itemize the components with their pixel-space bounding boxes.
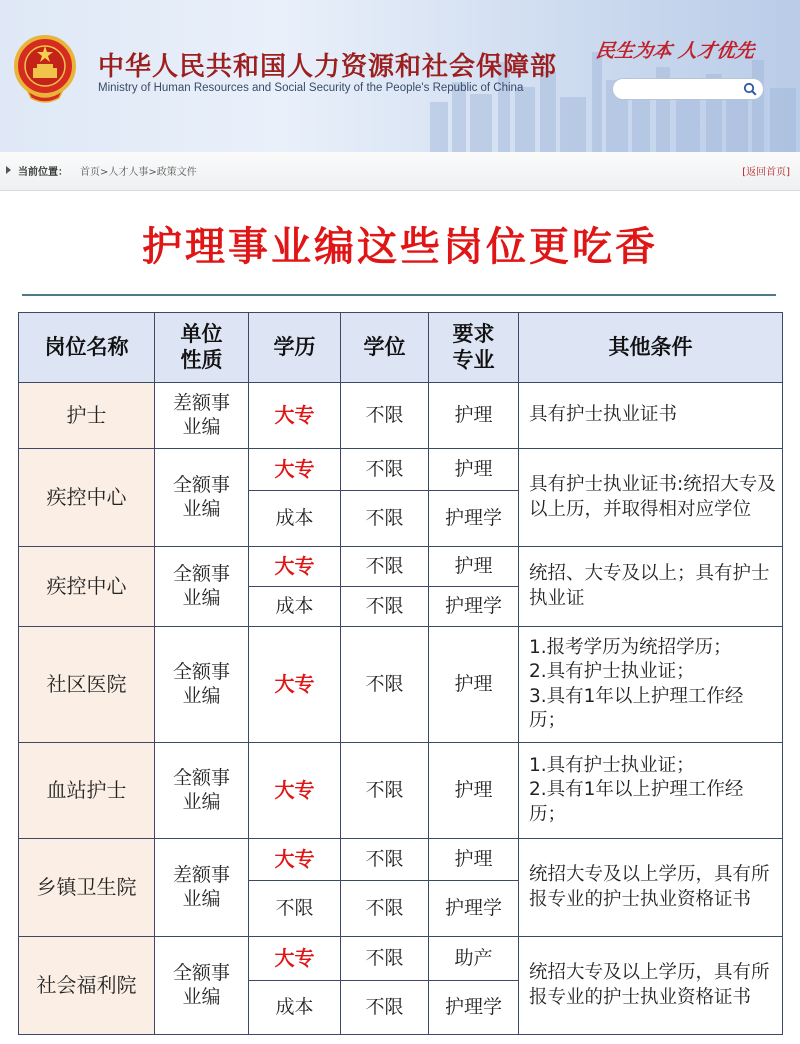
cell-degree: 不限 [341,839,429,881]
header-unit-nature: 单位 性质 [155,313,249,383]
table-row [19,449,783,491]
condition-line: 1.具有护士执业证； [529,754,695,776]
condition-line: 3.具有1年以上护理工作经历； [529,685,744,731]
header-other-conditions: 其他条件 [519,313,783,383]
cell-unit-nature: 差额事 业编 [155,839,249,937]
cell-other-conditions [519,547,783,627]
cell-position-name: 护士 [19,383,155,449]
page-title: 护理事业编这些岗位更吃香 [142,224,658,270]
table-row [19,383,783,449]
cell-degree: 不限 [341,383,429,449]
condition-line: 2.具有护士执业证； [529,661,695,683]
divider [22,294,776,296]
header-position-name: 岗位名称 [19,313,155,383]
cell-unit-nature: 全额事 业编 [155,743,249,839]
header-degree: 学位 [341,313,429,383]
table-row [19,743,783,839]
cell-position-name: 乡镇卫生院 [19,839,155,937]
cell-degree: 不限 [341,743,429,839]
cell-education: 大专 [249,449,341,491]
cell-major: 护理 [429,627,519,743]
cell-degree: 不限 [341,491,429,547]
cell-education: 大专 [249,547,341,587]
cell-education: 成本 [249,981,341,1035]
cell-other-conditions [519,449,783,547]
cell-position-name: 血站护士 [19,743,155,839]
table-row [19,547,783,587]
cell-degree: 不限 [341,449,429,491]
site-header [0,0,800,152]
cell-major: 护理 [429,383,519,449]
cell-unit-nature: 全额事 业编 [155,627,249,743]
breadcrumb-label: 当前位置： [18,167,68,178]
org-name-cn: 中华人民共和国人力资源和社会保障部 [98,52,558,82]
cell-education: 大专 [249,839,341,881]
cell-education: 大专 [249,627,341,743]
cell-position-name: 疾控中心 [19,547,155,627]
cell-education: 不限 [249,881,341,937]
cell-unit-nature: 全额事 业编 [155,547,249,627]
breadcrumb [0,152,800,191]
cell-degree: 不限 [341,881,429,937]
cell-unit-nature: 差额事 业编 [155,383,249,449]
cell-major: 护理 [429,547,519,587]
condition-line: 2.具有1年以上护理工作经历； [529,779,744,825]
cell-education: 大专 [249,743,341,839]
cell-education: 大专 [249,383,341,449]
cell-position-name: 社区医院 [19,627,155,743]
breadcrumb-path[interactable]: 首页>人才人事>政策文件 [80,167,197,178]
org-name-en: Ministry of Human Resources and Social Security of the People's Republic of China [98,82,524,94]
cell-major: 护理学 [429,881,519,937]
cell-education: 成本 [249,491,341,547]
positions-table [18,312,783,1035]
cell-degree: 不限 [341,627,429,743]
cell-major: 护理学 [429,491,519,547]
cell-education: 大专 [249,937,341,981]
cell-degree: 不限 [341,547,429,587]
cell-major: 护理 [429,449,519,491]
condition-line: 具有护士执业证书 [529,404,678,426]
cell-major: 护理 [429,743,519,839]
slogan: 民生为本 人才优先 [594,40,756,62]
cell-unit-nature: 全额事 业编 [155,449,249,547]
cell-other-conditions [519,937,783,1035]
condition-line: 统招大专及以上学历，具有所报专业的护士执业资格证书 [529,962,770,1008]
table-row [19,937,783,981]
search-icon[interactable] [743,82,757,96]
cell-major: 护理学 [429,981,519,1035]
cell-other-conditions [519,627,783,743]
table-row [19,627,783,743]
cell-position-name: 疾控中心 [19,449,155,547]
search-input[interactable] [612,78,764,100]
cell-education: 成本 [249,587,341,627]
condition-line: 统招、大专及以上；具有护士执业证 [529,563,770,609]
cell-other-conditions [519,383,783,449]
cell-degree: 不限 [341,937,429,981]
cell-other-conditions [519,839,783,937]
header-major: 要求 专业 [429,313,519,383]
cell-degree: 不限 [341,981,429,1035]
condition-line: 统招大专及以上学历，具有所报专业的护士执业资格证书 [529,864,770,910]
condition-line: 具有护士执业证书:统招大专及以上历，并取得相对应学位 [529,474,776,520]
cell-degree: 不限 [341,587,429,627]
cell-major: 护理学 [429,587,519,627]
cell-position-name: 社会福利院 [19,937,155,1035]
condition-line: 1.报考学历为统招学历； [529,636,732,658]
cell-other-conditions [519,743,783,839]
cell-major: 助产 [429,937,519,981]
table-header-row [19,313,783,383]
table-row [19,839,783,881]
breadcrumb-arrow-icon [6,166,11,174]
cell-unit-nature: 全额事 业编 [155,937,249,1035]
header-education: 学历 [249,313,341,383]
cell-major: 护理 [429,839,519,881]
back-home-link[interactable]: [返回首页] [742,167,790,178]
national-emblem-icon [13,34,77,106]
